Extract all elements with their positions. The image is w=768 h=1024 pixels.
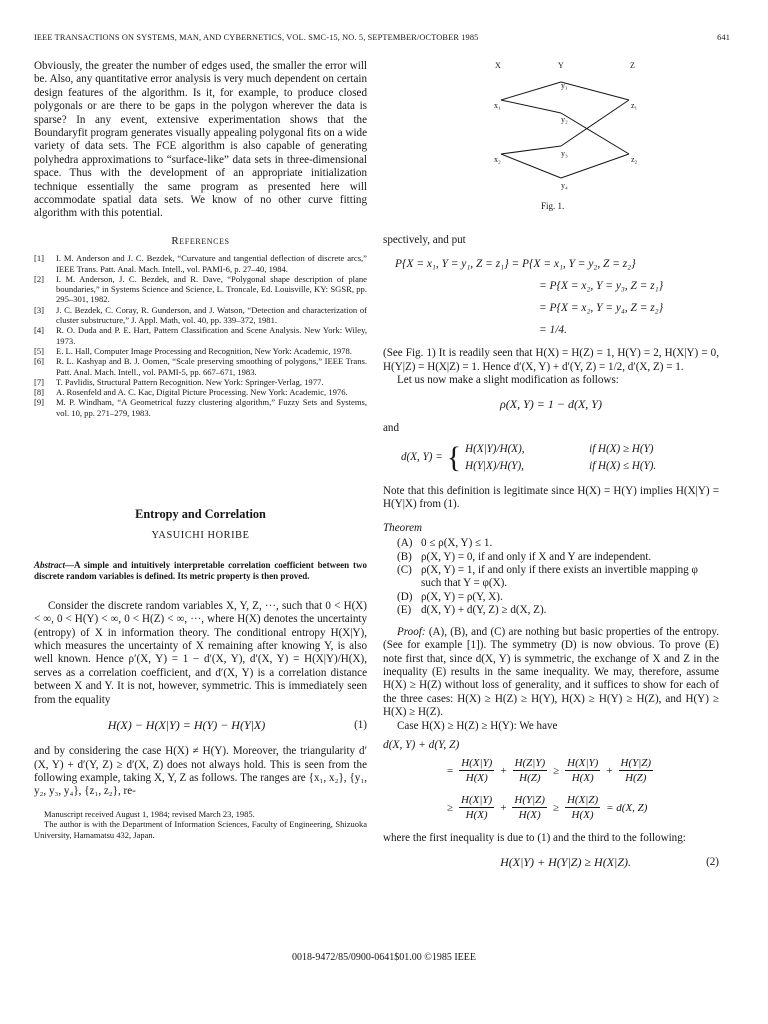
references-heading: References bbox=[171, 234, 230, 247]
body-paragraph-1: Consider the discrete random variables X, Y, Z, ···, such that 0 < H(X) < ∞, 0 < H(Y) < ∞, 0 < H(Z) < ∞, ···, where H(X) denotes the uncertainty (entropy) of X in information theory. The conditional entropy H(X|Y), which measures the uncertainty of X remaining after knowing Y, is also well known. Hence ρ′(X, Y) = 1 − d′(X, Y), d′(X, Y) = H(X|Y)/H(X), serves as a correlation coefficient, and d′(X, Y) is a correlation distance between X and Y. It is not, however, symmetric. This is immediately seen from the equality bbox=[34, 599, 367, 706]
reference-number: [6] bbox=[34, 356, 45, 367]
fig-col-label-x: X bbox=[495, 61, 501, 70]
reference-number: [9] bbox=[34, 397, 45, 408]
reference-number: [7] bbox=[34, 376, 45, 387]
fig-edge-x2-y3 bbox=[501, 146, 561, 154]
fig-node-x1: x₁ bbox=[494, 101, 501, 110]
theorem-item bbox=[397, 551, 719, 564]
equation-d-def bbox=[401, 441, 719, 475]
d-case-1: H(X|Y)/H(X), bbox=[465, 443, 525, 456]
fig-node-y3: y₃ bbox=[561, 149, 568, 158]
prob-line-3: = P{X = x₂, Y = y₄, Z = z₂} bbox=[539, 302, 664, 315]
fig-edge-y1-z1 bbox=[561, 82, 629, 100]
chain-row-2: ≥ $\frac{H(X|Y)}{H(X)}$ + $\frac{H(Y|Z)}{H(X)}$ ≥ $\frac{H(X|Z)}{H(X)}$ = d(X, Z) bbox=[447, 794, 648, 822]
inequality-chain bbox=[447, 756, 719, 822]
body-paragraph-2: and by considering the case H(X) ≠ H(Y). Moreover, the triangularity d′(X, Y) + d′(Y, Z) ≥ d′(X, Z) does not always hold. This is seen from the following example, taking X, Y, Z as follows. The ranges are {x₁, x₂}, {y₁, y₂, y₃, y₄}, {z₁, z₂}, re- bbox=[34, 745, 367, 798]
theorem-label: (A) bbox=[397, 537, 413, 550]
brace-icon: { bbox=[446, 441, 462, 475]
theorem-label: (C) bbox=[397, 564, 412, 577]
page-number: 641 bbox=[717, 33, 730, 42]
equation-2-number: (2) bbox=[706, 856, 719, 869]
proof-label: Proof: bbox=[397, 625, 426, 638]
reference-number: [1] bbox=[34, 253, 45, 264]
theorem-title: Theorem bbox=[383, 521, 423, 534]
article-title: Entropy and Correlation bbox=[135, 507, 266, 522]
d-cond-2: if H(X) ≤ H(Y). bbox=[589, 460, 657, 473]
theorem-text: d(X, Y) + d(Y, Z) ≥ d(X, Z). bbox=[421, 604, 547, 617]
abstract bbox=[34, 560, 367, 582]
reference-text: T. Pavlidis, Structural Pattern Recognition. New York: Springer-Verlag, 1977. bbox=[56, 376, 324, 387]
frac-num: H(Y|Z) bbox=[620, 757, 652, 770]
fig-edge-x1-y2 bbox=[501, 100, 561, 113]
fig-col-label-z: Z bbox=[630, 61, 635, 70]
reference-text: I. M. Anderson, J. C. Bezdek, and R. Dave, “Polygonal shape description of plane boundaries,” in Systems Science and Science, L. Troncale, Ed. Louisville, KY: SGSR, pp. 295–301, 1982. bbox=[56, 273, 367, 305]
frac-den: H(X) bbox=[571, 772, 594, 785]
theorem-item bbox=[397, 591, 719, 604]
equation-d-lhs: d(X, Y) = bbox=[401, 451, 443, 464]
equation-2-body: H(X|Y) + H(Y|Z) ≥ H(X|Z). bbox=[500, 855, 631, 870]
fig-edge-y4-z2 bbox=[561, 154, 629, 178]
frac-den: H(Z) bbox=[625, 772, 647, 785]
frac-den: H(X) bbox=[465, 772, 488, 785]
fig-edge-y3-z1 bbox=[561, 100, 629, 146]
reference-text: R. L. Kashyap and B. J. Oomen, “Scale preserving smoothing of polygons,” IEEE Trans. Patt. Anal. Mach. Intell., vol. PAMI-5, pp. 667–671, 1983. bbox=[56, 356, 367, 377]
body-paragraph-3: (See Fig. 1) It is readily seen that H(X) = H(Z) = 1, H(Y) = 2, H(X|Y) = 0, H(Y|Z) = H(X|Z) = 1. Hence d′(X, Y) + d′(Y, Z) = 1/2, d′(X, Z) = 1. bbox=[383, 347, 719, 373]
reference-item bbox=[34, 253, 367, 274]
proof-text: (A), (B), and (C) are nothing but basic properties of the entropy. (See for example [1]). The symmetry (D) is now obvious. To prove (E) note first that, since d(X, Y) is symmetric, the exchange of X and Z in the inequality (E) results in the same inequality. We may, therefore, assume H(X) ≥ H(Z) without loss of generality, and it suffices to show for each of the three cases: H(X) ≥ H(Z) ≥ H(Y), H(X) ≥ H(Y) ≥ H(Z), and H(Y) ≥ H(X) ≥ H(Z). bbox=[383, 625, 719, 719]
frac-den: H(X) bbox=[465, 809, 488, 822]
prob-line-4: = 1/4. bbox=[539, 324, 567, 337]
footnotes bbox=[34, 809, 367, 840]
journal-citation: IEEE TRANSACTIONS ON SYSTEMS, MAN, AND CYBERNETICS, VOL. SMC-15, NO. 5, SEPTEMBER/OCTOBER 1985 bbox=[34, 33, 479, 42]
frac-num: H(X|Y) bbox=[461, 794, 493, 807]
frac-num: H(X|Z) bbox=[566, 794, 599, 807]
equation-2 bbox=[383, 850, 719, 876]
fig-node-y4: y₄ bbox=[561, 181, 568, 190]
frac-den: H(X) bbox=[571, 809, 594, 822]
footnote-received: Manuscript received August 1, 1984; revised March 23, 1985. bbox=[44, 808, 255, 819]
theorem-item bbox=[397, 537, 719, 550]
reference-text: R. O. Duda and P. E. Hart, Pattern Classification and Scene Analysis. New York: Wiley, 1973. bbox=[56, 325, 367, 346]
body-paragraph-5: Note that this definition is legitimate since H(X) = H(Y) implies H(X|Y) = H(Y|X) from (1). bbox=[383, 485, 719, 511]
fig-node-y2: y₂ bbox=[561, 115, 568, 124]
reference-text: I. M. Anderson and J. C. Bezdek, “Curvature and tangential deflection of discrete arcs,” IEEE Trans. Patt. Anal. Mach. Intell., vol. PAMI-6, p. 27–40, 1984. bbox=[56, 253, 367, 274]
equation-1-body: H(X) − H(X|Y) = H(Y) − H(Y|X) bbox=[107, 718, 266, 733]
theorem-label: (D) bbox=[397, 590, 413, 603]
reference-number: [8] bbox=[34, 387, 45, 398]
frac-num: H(Y|Z) bbox=[514, 794, 545, 807]
reference-item bbox=[34, 305, 367, 326]
reference-text: E. L. Hall, Computer Image Processing and Recognition, New York: Academic, 1978. bbox=[56, 345, 352, 356]
chain-row-1: = $\frac{H(X|Y)}{H(X)}$ + $\frac{H(Z|Y)}{H(Z)}$ ≥ $\frac{H(X|Y)}{H(X)}$ + $\frac{H(Y|Z)}{H(Z)}$ bbox=[447, 757, 652, 785]
fig-node-y1: y₁ bbox=[561, 81, 568, 90]
dsum-line: d(X, Y) + d(Y, Z) bbox=[383, 738, 460, 751]
theorem-label: (E) bbox=[397, 604, 412, 617]
theorem-list bbox=[383, 537, 719, 617]
prob-line-2: = P{X = x₂, Y = y₃, Z = z₁} bbox=[539, 280, 664, 293]
fig-edge-x2-y4 bbox=[501, 154, 561, 178]
fig-node-z2: z₂ bbox=[631, 155, 638, 164]
body-paragraph-4: Let us now make a slight modification as follows: bbox=[397, 374, 619, 387]
prob-line-1: P{X = x₁, Y = y₁, Z = z₁} = P{X = x₁, Y = y₂, Z = z₂} bbox=[395, 258, 636, 271]
fig-node-z1: z₁ bbox=[631, 101, 638, 110]
theorem-text: ρ(X, Y) = 0, if and only if X and Y are independent. bbox=[421, 550, 652, 563]
theorem-label: (B) bbox=[397, 550, 412, 563]
frac-den: H(X) bbox=[518, 809, 541, 822]
references-list bbox=[34, 253, 367, 418]
frac-den: H(Z) bbox=[519, 772, 541, 785]
figure-1-caption: Fig. 1. bbox=[541, 201, 565, 211]
proof-paragraph bbox=[383, 626, 719, 720]
reference-item bbox=[34, 387, 367, 397]
right-intro: spectively, and put bbox=[383, 234, 466, 246]
equation-1 bbox=[34, 713, 367, 739]
theorem-item bbox=[397, 564, 719, 591]
fig-node-x2: x₂ bbox=[494, 155, 501, 164]
d-cond-1: if H(X) ≥ H(Y) bbox=[589, 443, 654, 456]
theorem-text: ρ(X, Y) = ρ(Y, X). bbox=[421, 590, 503, 603]
body-paragraph-6: where the first inequality is due to (1) and the third to the following: bbox=[383, 832, 686, 845]
article-author: YASUICHI HORIBE bbox=[151, 530, 250, 542]
fig-col-label-y: Y bbox=[558, 61, 564, 70]
prev-article-paragraph: Obviously, the greater the number of edges used, the smaller the error will be. Also, any quantitative error analysis is very much dependent on certain design features of the algorithm. Is it, for example, to produce closed polygonals or are there to be gaps in the polygon wherever the data is sparse? In any event, extensive experimentation shows that the Boundaryfit program generates visually appealing polygonal fits on a wide variety of data sets. The FCE algorithm is also capable of generating polyhedra approximations to “surface-like” data sets in three-dimensional space. Thus with the development of an appropriate initialization technique essentially the same program as presented here will accommodate spatial data sets. We know of no other curve fitting algorithm with this potential. bbox=[34, 60, 367, 220]
theorem-text: 0 ≤ ρ(X, Y) ≤ 1. bbox=[421, 537, 493, 550]
case-line: Case H(X) ≥ H(Z) ≥ H(Y): We have bbox=[397, 719, 558, 732]
footnote-affiliation: The author is with the Department of Information Sciences, Faculty of Engineering, Shizuoka University, Hamamatsu 432, Japan. bbox=[34, 819, 367, 840]
left-column bbox=[34, 60, 367, 840]
abstract-label: Abstract— bbox=[34, 559, 75, 570]
reference-number: [2] bbox=[34, 273, 45, 284]
right-column bbox=[383, 58, 719, 880]
reference-number: [3] bbox=[34, 304, 45, 315]
equation-1-number: (1) bbox=[354, 719, 367, 732]
fig-edge-x1-y1 bbox=[501, 82, 561, 100]
reference-item bbox=[34, 346, 367, 356]
reference-number: [4] bbox=[34, 325, 45, 336]
fig-edge-y2-z2 bbox=[561, 113, 629, 154]
frac-num: H(X|Y) bbox=[567, 757, 599, 770]
reference-item bbox=[34, 325, 367, 346]
running-header bbox=[34, 33, 730, 42]
equation-rho bbox=[383, 392, 719, 418]
theorem-text: ρ(X, Y) = 1, if and only if there exists an invertible mapping φ such that Y = φ(X). bbox=[421, 564, 698, 590]
reference-item bbox=[34, 377, 367, 387]
theorem-item bbox=[397, 604, 719, 617]
abstract-text: A simple and intuitively interpretable correlation coefficient between two discrete random variables is defined. Its metric property is then proved. bbox=[34, 559, 367, 581]
reference-item bbox=[34, 274, 367, 305]
probability-block bbox=[395, 253, 719, 341]
reference-text: A. Rosenfeld and A. C. Kac, Digital Picture Processing. New York: Academic, 1976. bbox=[56, 387, 348, 398]
d-case-2: H(Y|X)/H(Y), bbox=[465, 460, 524, 473]
and-word: and bbox=[383, 421, 400, 434]
frac-num: H(Z|Y) bbox=[514, 757, 546, 770]
frac-num: H(X|Y) bbox=[461, 757, 493, 770]
reference-text: M. P. Windham, “A Geometrical fuzzy clustering algorithm,” Fuzzy Sets and Systems, vol. 10, pp. 271–279, 1983. bbox=[56, 397, 367, 418]
equation-rho-body: ρ(X, Y) = 1 − d(X, Y) bbox=[500, 396, 602, 411]
reference-item bbox=[34, 397, 367, 418]
figure-1 bbox=[391, 58, 691, 228]
reference-number: [5] bbox=[34, 345, 45, 356]
chain-tail: = d(X, Z) bbox=[606, 801, 648, 814]
reference-item bbox=[34, 356, 367, 377]
reference-text: J. C. Bezdek, C. Coray, R. Gunderson, and J. Watson, “Detection and characterization of cluster substructure,” J. Appl. Math, vol. 40, pp. 339–372, 1981. bbox=[56, 304, 367, 326]
footer-copyright: 0018-9472/85/0900-0641$01.00 ©1985 IEEE bbox=[292, 952, 476, 963]
